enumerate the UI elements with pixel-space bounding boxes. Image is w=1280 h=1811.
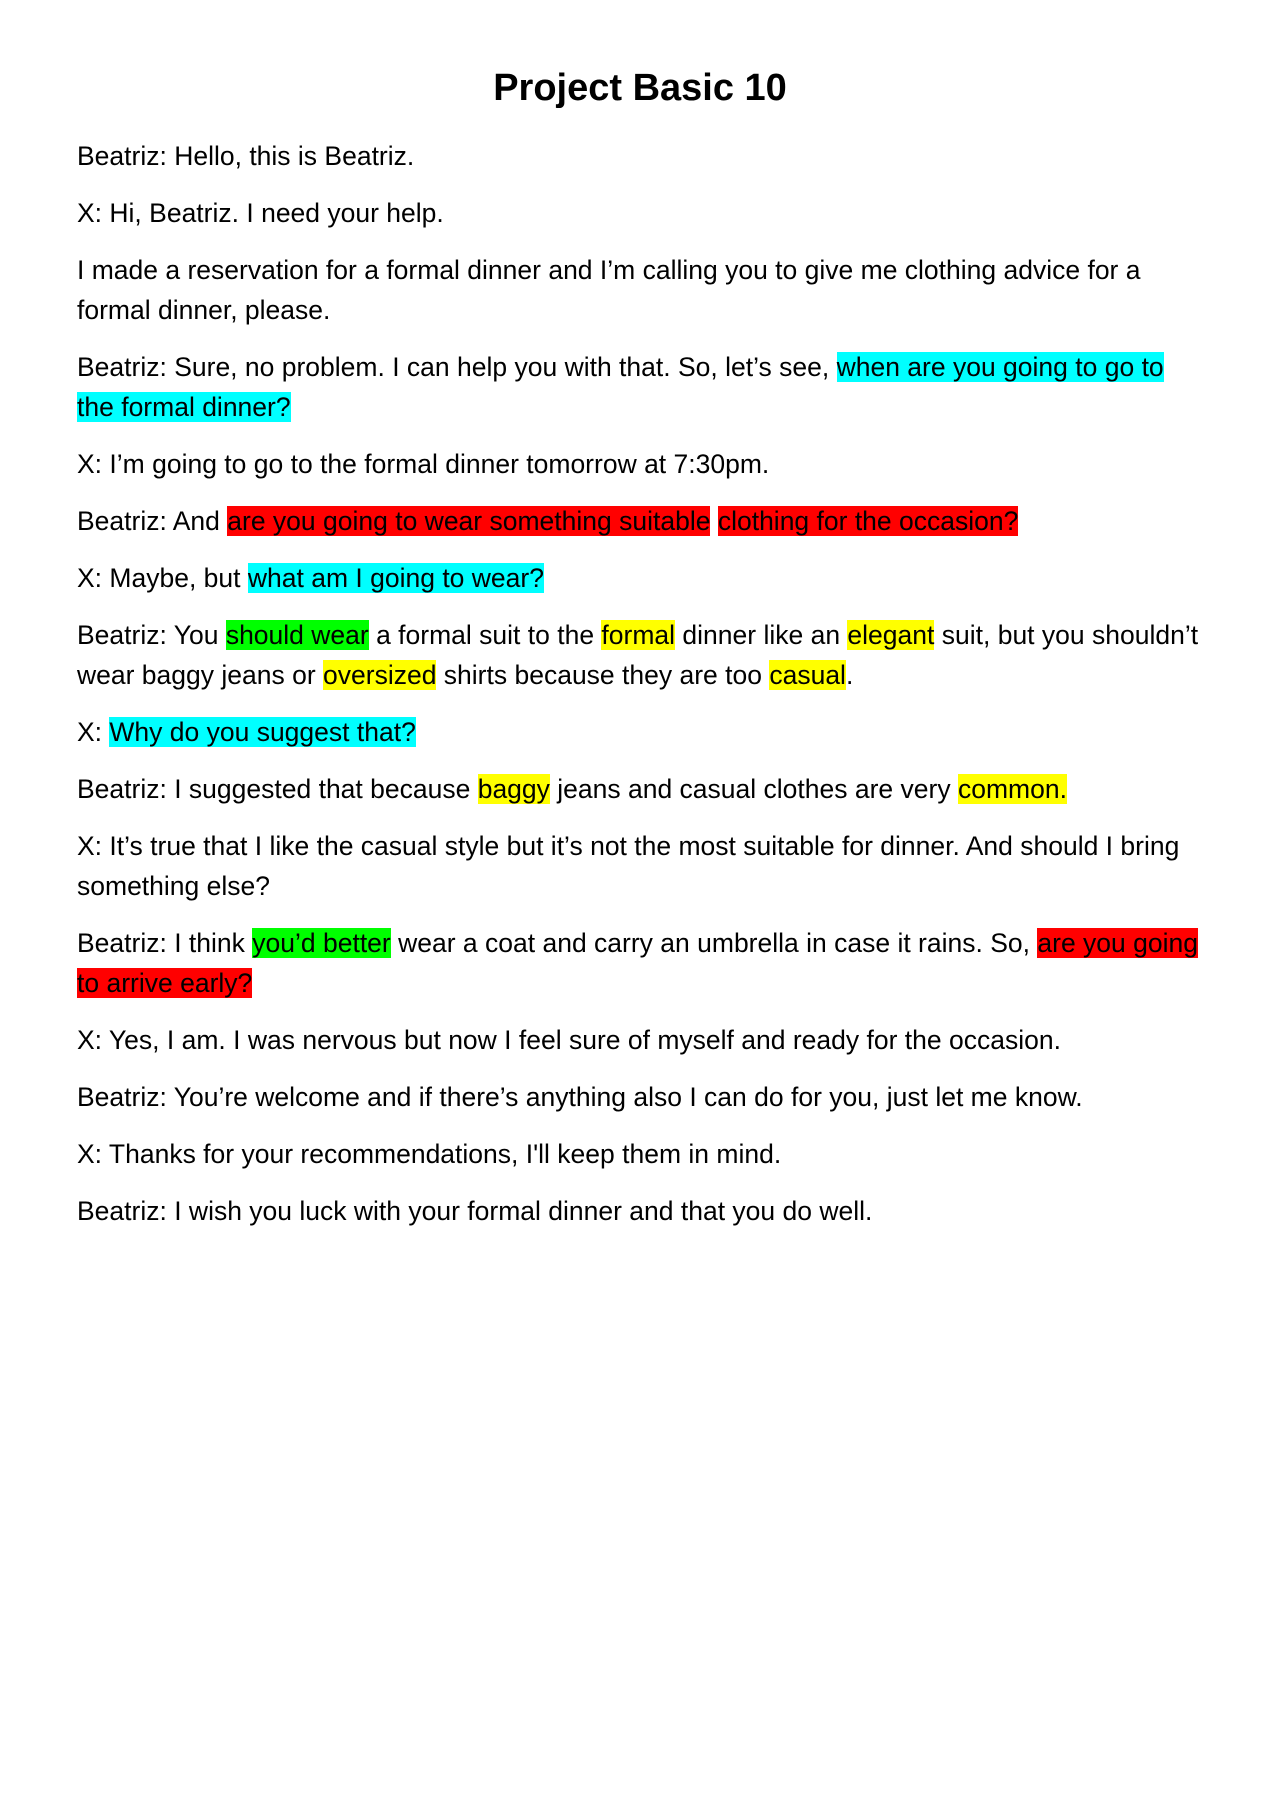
text-run: X: <box>77 717 110 747</box>
paragraph <box>77 1077 1207 1117</box>
text-run: Beatriz: You <box>77 620 226 650</box>
text-run: suit, but you shouldn’t wear baggy jeans or <box>77 620 1199 690</box>
text-run: X: Yes, I am. I was nervous but now I feel sure of myself and ready for the occasion. <box>77 1025 1061 1055</box>
paragraph <box>77 1134 1207 1174</box>
highlight-yellow: elegant <box>847 620 935 650</box>
paragraph <box>77 136 1207 176</box>
text-run: X: Hi, Beatriz. I need your help. <box>77 198 444 228</box>
highlight-yellow: casual <box>769 660 846 690</box>
highlight-green: should wear <box>225 620 369 650</box>
text-run: Beatriz: I think <box>77 928 253 958</box>
page-title: Project Basic 10 <box>493 67 787 109</box>
paragraph <box>77 615 1207 695</box>
paragraph <box>77 923 1207 1003</box>
text-run: jeans and casual clothes are very <box>549 774 958 804</box>
text-run: Beatriz: Sure, no problem. I can help you with that. So, let’s see, <box>77 352 837 382</box>
text-run: shirts because they are too <box>436 660 770 690</box>
text-run: a formal suit to the <box>368 620 602 650</box>
paragraph <box>77 347 1207 427</box>
highlight-yellow: formal <box>601 620 676 650</box>
text-run: . <box>845 660 854 690</box>
highlight-cyan: Why do you suggest that? <box>109 717 416 747</box>
highlight-red: clothing for the occasion? <box>717 506 1019 536</box>
text-run: X: Maybe, but <box>77 563 248 593</box>
text-run <box>710 506 717 536</box>
text-run: Beatriz: Hello, this is Beatriz. <box>77 141 415 171</box>
highlight-cyan: when are you going to go to the formal dinner? <box>77 352 1164 422</box>
text-run: X: It’s true that I like the casual style but it’s not the most suitable for dinner. And should I bring something else? <box>77 831 1180 901</box>
paragraph <box>77 558 1207 598</box>
paragraph <box>77 712 1207 752</box>
text-run: I made a reservation for a formal dinner and I’m calling you to give me clothing advice for a formal dinner, please. <box>77 255 1141 325</box>
text-run: X: I’m going to go to the formal dinner tomorrow at 7:30pm. <box>77 449 770 479</box>
text-run: dinner like an <box>675 620 848 650</box>
highlight-yellow: common. <box>957 774 1067 804</box>
text-run: Beatriz: And <box>77 506 228 536</box>
paragraph <box>77 1191 1207 1231</box>
paragraph <box>77 193 1207 233</box>
text-run: X: Thanks for your recommendations, I'll keep them in mind. <box>77 1139 782 1169</box>
highlight-green: you’d better <box>252 928 391 958</box>
paragraph <box>77 250 1207 330</box>
dialogue-body <box>77 136 1207 1248</box>
text-run: Beatriz: You’re welcome and if there’s anything also I can do for you, just let me know. <box>77 1082 1083 1112</box>
paragraph <box>77 826 1207 906</box>
highlight-yellow: baggy <box>477 774 550 804</box>
paragraph <box>77 444 1207 484</box>
text-run: Beatriz: I wish you luck with your formal dinner and that you do well. <box>77 1196 873 1226</box>
text-run: Beatriz: I suggested that because <box>77 774 478 804</box>
text-run: wear a coat and carry an umbrella in case it rains. So, <box>390 928 1038 958</box>
highlight-red: are you going to wear something suitable <box>227 506 711 536</box>
paragraph <box>77 1020 1207 1060</box>
highlight-cyan: what am I going to wear? <box>247 563 544 593</box>
highlight-red: are you going to arrive early? <box>77 928 1198 998</box>
paragraph <box>77 769 1207 809</box>
highlight-yellow: oversized <box>323 660 437 690</box>
paragraph <box>77 501 1207 541</box>
